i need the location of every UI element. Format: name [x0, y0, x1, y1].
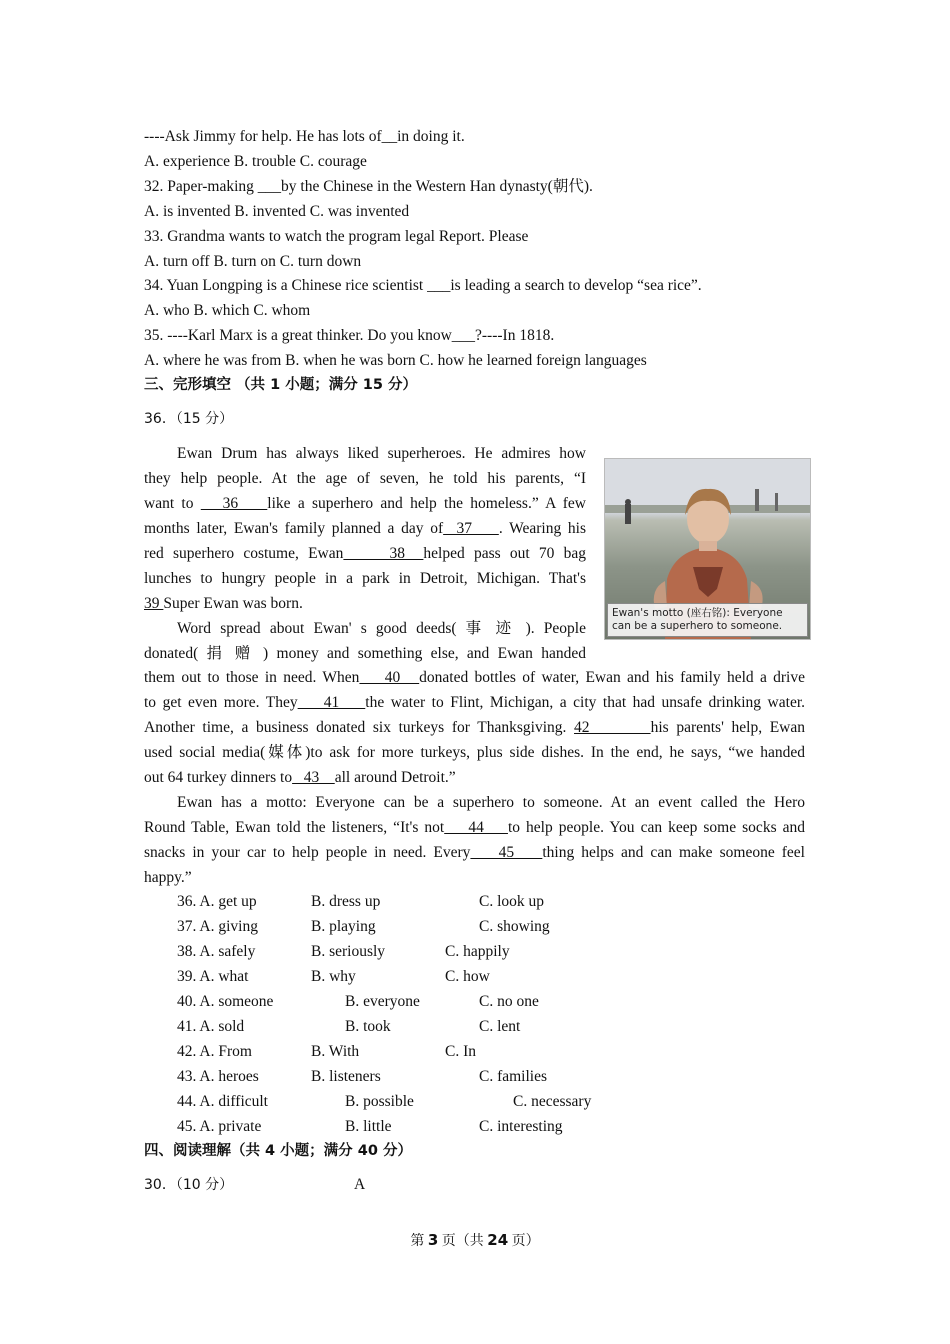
option-a: 39. A. what	[177, 968, 249, 985]
passage-line: red superhero costume, Ewan 38 helped pass out 70 bag	[144, 545, 586, 562]
option-a: 40. A. someone	[177, 993, 274, 1010]
passage-line: 39 Super Ewan was born.	[144, 595, 303, 612]
total-pages: 24	[487, 1231, 509, 1249]
option-b: B. little	[345, 1118, 392, 1135]
option-b: B. everyone	[345, 993, 420, 1010]
section-heading-reading: 四、阅读理解（共 4 小题；满分 40 分）	[144, 1143, 412, 1159]
page-number: 3	[427, 1231, 439, 1249]
section-heading-cloze: 三、完形填空 （共 1 小题；满分 15 分）	[144, 377, 418, 393]
blank-36: 36	[200, 495, 268, 512]
option-a: 45. A. private	[177, 1118, 262, 1135]
passage-line: snacks in your car to help people in need. Every 45 thing helps and can make someone feel	[144, 844, 805, 861]
option-c: C. look up	[479, 893, 545, 910]
question-label: 30．（10 分）	[144, 1177, 234, 1193]
passage-line: lunches to hungry people in a park in Detroit, Michigan. That's	[144, 570, 586, 587]
page-footer: 第 3 页（共 24 页）	[410, 1231, 540, 1249]
blank-45: 45	[470, 844, 543, 861]
option-c: C. In	[445, 1043, 476, 1060]
answer-options: A. turn off B. turn on C. turn down	[144, 253, 362, 270]
option-c: C. interesting	[479, 1118, 563, 1135]
option-c: C. lent	[479, 1018, 521, 1035]
option-a: 42. A. From	[177, 1043, 252, 1060]
option-b: B. listeners	[311, 1068, 381, 1085]
option-a: 37. A. giving	[177, 918, 258, 935]
option-c: C. how	[445, 968, 490, 985]
passage-line: Ewan has a motto: Everyone can be a superhero to someone. At an event called the Hero	[177, 794, 805, 811]
option-c: C. showing	[479, 918, 550, 935]
passage-line: Round Table, Ewan told the listeners, “It's not 44 to help people. You can keep some socks and	[144, 819, 806, 836]
question-line: 32. Paper-making ___by the Chinese in the Western Han dynasty(朝代).	[144, 178, 593, 195]
passage-line: happy.”	[144, 869, 192, 886]
answer-options: A. is invented B. invented C. was invented	[144, 203, 410, 220]
option-a: 36. A. get up	[177, 893, 257, 910]
question-line: 35. ----Karl Marx is a great thinker. Do you know___?----In 1818.	[144, 327, 555, 344]
option-b: B. dress up	[311, 893, 381, 910]
blank-42: 42	[574, 719, 651, 736]
passage-line: used social media(媒体)to ask for more turkeys, plus side dishes. In the end, he says, “we handed	[144, 744, 805, 761]
passage-line: Word spread about Ewan' s good deeds( 事 迹 ). People	[177, 620, 586, 637]
photo-caption: Ewan's motto (座右铭): Everyone can be a superhero to someone.	[607, 603, 808, 637]
blank-37: 37	[443, 520, 499, 537]
option-b: B. took	[345, 1018, 391, 1035]
answer-options: A. experience B. trouble C. courage	[144, 153, 367, 170]
passage-line: donated( 捐 赠 ) money and something else, and Ewan handed	[144, 645, 586, 662]
passage-line: Another time, a business donated six turkeys for Thanksgiving. 42 his parents' help, Ewan	[144, 719, 806, 736]
answer-options: A. where he was from B. when he was born C. how he learned foreign languages	[144, 352, 647, 369]
blank-40: 40	[359, 669, 420, 686]
question-line: 34. Yuan Longping is a Chinese rice scientist ___is leading a search to develop “sea rice”.	[144, 277, 702, 294]
passage-line: them out to those in need. When 40 donated bottles of water, Ewan and his family held a drive	[144, 669, 805, 686]
blank-41: 41	[297, 694, 366, 711]
passage-line: they help people. At the age of seven, he told his parents, “I	[144, 470, 586, 487]
blank-43: 43	[292, 769, 335, 786]
option-a: 38. A. safely	[177, 943, 256, 960]
passage-part-label: A	[354, 1176, 366, 1193]
blank-39: 39	[144, 595, 164, 612]
option-c: C. happily	[445, 943, 510, 960]
passage-line: months later, Ewan's family planned a day of 37 . Wearing his	[144, 520, 587, 537]
option-a: 41. A. sold	[177, 1018, 245, 1035]
option-b: B. playing	[311, 918, 376, 935]
question-label: 36．（15 分）	[144, 411, 234, 427]
answer-options: A. who B. which C. whom	[144, 302, 311, 319]
option-b: B. why	[311, 968, 356, 985]
superhero-boy-photo	[604, 458, 811, 640]
passage-line: out 64 turkey dinners to 43 all around Detroit.”	[144, 769, 456, 786]
passage-line: to get even more. They 41 the water to Flint, Michigan, a city that had unsafe drinking water.	[144, 694, 806, 711]
option-b: B. seriously	[311, 943, 386, 960]
question-line: 33. Grandma wants to watch the program legal Report. Please	[144, 228, 529, 245]
blank-44: 44	[444, 819, 508, 836]
passage-line: Ewan Drum has always liked superheroes. He admires how	[177, 445, 586, 462]
option-c: C. families	[479, 1068, 548, 1085]
option-b: B. possible	[345, 1093, 414, 1110]
passage-line: want to 36 like a superhero and help the homeless.” A few	[144, 495, 587, 512]
option-b: B. With	[311, 1043, 360, 1060]
option-c: C. necessary	[513, 1093, 592, 1110]
option-a: 43. A. heroes	[177, 1068, 259, 1085]
option-c: C. no one	[479, 993, 539, 1010]
option-a: 44. A. difficult	[177, 1093, 268, 1110]
blank-38: 38	[343, 545, 424, 562]
question-line: ----Ask Jimmy for help. He has lots of__in doing it.	[144, 128, 465, 145]
